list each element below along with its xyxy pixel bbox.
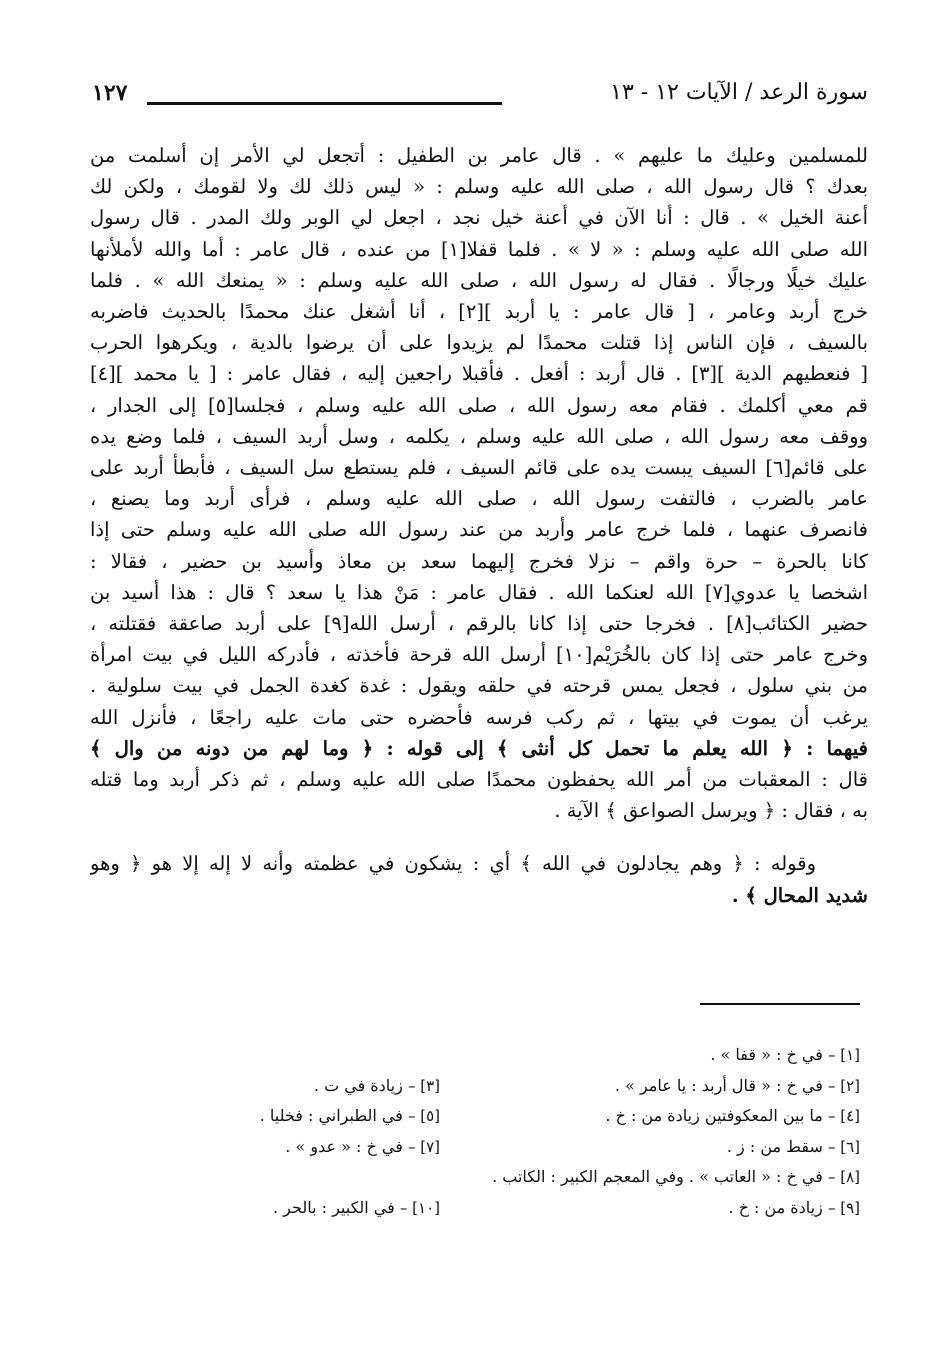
page-header (92, 80, 868, 120)
footnote-row (90, 1162, 860, 1193)
footnote-text: في خ : « قال أربد : يا عامر » . (614, 1075, 823, 1095)
footnote-row (90, 1101, 860, 1132)
text-line: للمسلمين وعليك ما عليهم » . قال عامر بن الطفيل : أتجعل لي الأمر إن أسلمت من (90, 144, 868, 167)
footnote-number: [٢] – (827, 1076, 860, 1095)
text-line: اشخصا يا عدوي[٧] الله لعنكما الله . فقال عامر : مَنْ هذا يا سعد ؟ قال : هذا أسيد بن (90, 580, 868, 604)
footnote (710, 1040, 860, 1071)
text-line: بعدك ؟ قال رسول الله ، صلى الله عليه وسلم : « ليس ذلك لك ولا لقومك ، ولكن لك (90, 175, 868, 199)
page-number: ١٢٧ (92, 80, 128, 106)
footnote-text: في خ : « العاتب » . وفي المعجم الكبير : الكاتب . (492, 1167, 823, 1186)
text-line: به ، فقال : ﴿ ويرسل الصواعق ﴾ الآية . (554, 799, 868, 823)
footnote-number: [٣] – (407, 1076, 440, 1095)
text-line: وخرج عامر حتى إذا كان بالخُرَيْم[١٠] أرسل الله قرحة فأخذته ، فأدركه الليل في بيت امرأة (90, 643, 868, 667)
footnote-text: في خ : « عدو » . (285, 1136, 403, 1156)
text-line: ووقف معه رسول الله ، صلى الله عليه وسلم ، يكلمه ، وسل أربد السيف ، فلما وضع يده (90, 424, 868, 448)
main-text (90, 140, 868, 911)
footnote (727, 1132, 860, 1163)
footnote-number: [٧] – (407, 1137, 440, 1156)
text-line: فيهما : ﴿ الله يعلم ما تحمل كل أنثى ﴾ إلى قوله : ﴿ وما لهم من دونه من وال ﴾ (90, 736, 868, 760)
text-line: عامر بالضرب ، فالتفت رسول الله ، صلى الله عليه وسلم ، فرأى أربد وما يصنع ، (90, 487, 868, 511)
footnote (605, 1101, 860, 1132)
text-line: قال : المعقبات من أمر الله يحفظون محمدًا صلى الله عليه وسلم ، ثم ذكر أربد وما قتله (90, 768, 868, 792)
header-rule (147, 102, 502, 105)
footnote-number: [٤] – (827, 1107, 860, 1125)
text-line: الله صلى الله عليه وسلم : « لا » . فلما قفلا[١] من عنده ، قال عامر : أما والله لأملأنها (90, 237, 868, 261)
text-line: [ فنعطيهم الدية ][٣] . قال أربد : أفعل . فأقبلا راجعين إليه ، فقال عامر : [ يا محمد ][٤] (90, 362, 868, 386)
footnote-row (90, 1071, 860, 1102)
text-line: فانصرف عنهما ، فلما خرج عامر وأربد من عند رسول الله صلى الله عليه وسلم حتى إذا (90, 518, 868, 542)
footnote (728, 1193, 860, 1224)
text-line: أعنة الخيل » . قال : أنا الآن في أعنة خيل نجد ، اجعل لي الوبر ولك المدر . قال رسول (90, 206, 868, 230)
text-line: يرغب أن يموت في بيتها ، ثم ركب فرسه فأحضره حتى مات عليه راجعًا ، فأنزل الله (90, 705, 868, 729)
footnote (615, 1071, 860, 1102)
running-title: سورة الرعد / الآيات ١٢ - ١٣ (610, 80, 868, 105)
text-line: خرج أربد وعامر ، [ قال عامر : يا أربد ][٢] ، أنا أشغل عنك محمدًا بالحديث فاضربه (90, 300, 868, 324)
text-line: كانا بالحرة – حرة واقم – نزلا فخرج إليهما سعد بن معاذ وأسيد بن حضير ، فقالا : (90, 549, 868, 573)
footnote-number: [١] – (827, 1046, 860, 1064)
footnote (492, 1162, 860, 1193)
paragraph-2 (90, 848, 868, 910)
footnote-text: زيادة من : خ . (728, 1197, 823, 1217)
footnote-text: في الطبراني : فخليا . (259, 1106, 403, 1125)
footnote-text: في خ : « قفا » . (710, 1045, 823, 1064)
footnote-number: [٨] – (827, 1168, 860, 1186)
footnote-row (90, 1193, 860, 1224)
footnote-number: [٦] – (827, 1137, 860, 1156)
footnotes (90, 1040, 860, 1223)
footnote-separator (700, 1003, 860, 1005)
footnote-row (90, 1040, 860, 1071)
text-line: شديد المحال ﴾ . (731, 883, 868, 907)
footnote-number: [١٠] – (399, 1198, 440, 1217)
footnote (273, 1193, 440, 1224)
footnote-text: زيادة في ت . (313, 1075, 403, 1095)
text-line: على قائم[٦] السيف يبست يده على قائم السيف ، فلم يستطع سل السيف ، فأبطأ أربد على (90, 456, 868, 480)
footnote-number: [٩] – (827, 1198, 860, 1217)
paragraph-1 (90, 140, 868, 826)
text-line: بالسيف ، فإن الناس إذا قتلت محمدًا لم يزيدوا على أن يرضوا بالدية ، ويكرهوا الحرب (90, 331, 868, 355)
footnote (285, 1132, 440, 1163)
footnote (260, 1101, 440, 1132)
footnote-text: سقط من : ز . (726, 1136, 823, 1156)
text-line: وقوله : ﴿ وهم يجادلون في الله ﴾ أي : يشكون في عظمته وأنه لا إله إلا هو ﴿ وهو (90, 852, 816, 876)
text-line: حضير الكتائب[٨] . فخرجا حتى إذا كانا بالرقم ، أرسل الله[٩] على أربد صاعقة فقتلته ، (90, 612, 868, 636)
footnote-text: في الكبير : بالحر . (272, 1197, 395, 1217)
text-line: من بني سلول ، فجعل يمس قرحته في حلقه ويقول : غدة كغدة الجمل في بيت سلولية . (90, 674, 868, 698)
footnote-row (90, 1132, 860, 1163)
footnote-text: ما بين المعكوفتين زيادة من : خ . (605, 1106, 823, 1125)
footnote (314, 1071, 440, 1102)
footnote-number: [٥] – (407, 1107, 440, 1125)
text-line: قم معي أكلمك . فقام معه رسول الله ، صلى الله عليه وسلم ، فجلسا[٥] إلى الجدار ، (90, 393, 868, 417)
text-line: عليك خيلًا ورجالًا . فقال له رسول الله ، صلى الله عليه وسلم : « يمنعك الله » . فلما (90, 268, 868, 292)
